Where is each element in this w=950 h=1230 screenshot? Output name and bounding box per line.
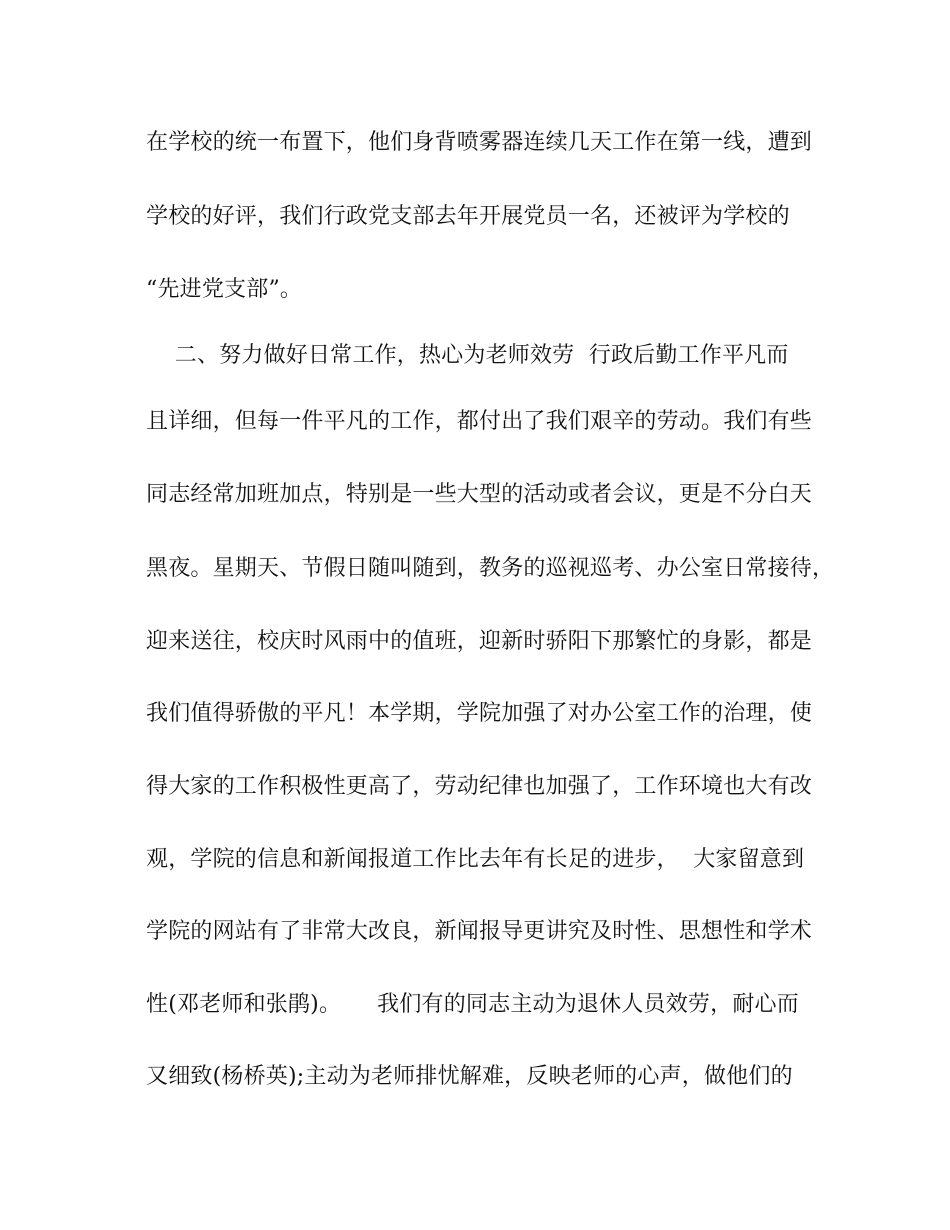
- text-line-9: 我们值得骄傲的平凡！本学期，学院加强了对办公室工作的治理，使: [146, 701, 813, 726]
- text-line-5: 且详细，但每一件平凡的工作，都付出了我们艰辛的劳动。我们有些: [146, 409, 813, 434]
- text-line-8: 迎来送往，校庆时风雨中的值班，迎新时骄阳下那繁忙的身影，都是: [146, 629, 813, 654]
- text-line-11: 观，学院的信息和新闻报道工作比去年有长足的进步， 大家留意到: [146, 847, 805, 872]
- text-line-10: 得大家的工作积极性更高了，劳动纪律也加强了，工作环境也大有改: [146, 774, 813, 799]
- text-line-1: 在学校的统一布置下，他们身背喷雾器连续几天工作在第一线，遭到: [146, 130, 813, 155]
- text-line-6: 同志经常加班加点，特别是一些大型的活动或者会议，更是不分白天: [146, 482, 813, 507]
- text-line-2: 学校的好评，我们行政党支部去年开展党员一名，还被评为学校的: [146, 204, 790, 229]
- text-line-13: 性(邓老师和张鹃)。 我们有的同志主动为退休人员效劳，耐心而: [146, 992, 799, 1017]
- text-line-12: 学院的网站有了非常大改良，新闻报导更讲究及时性、思想性和学术: [146, 919, 813, 944]
- text-line-14: 又细致(杨桥英);主动为老师排忧解难，反映老师的心声，做他们的: [146, 1064, 793, 1089]
- text-line-4: 二、努力做好日常工作，热心为老师效劳 行政后勤工作平凡而: [146, 343, 789, 368]
- text-line-7: 黑夜。星期天、节假日随叫随到，教务的巡视巡考、办公室日常接待，: [146, 556, 835, 581]
- text-line-3: “先进党支部”。: [146, 277, 303, 302]
